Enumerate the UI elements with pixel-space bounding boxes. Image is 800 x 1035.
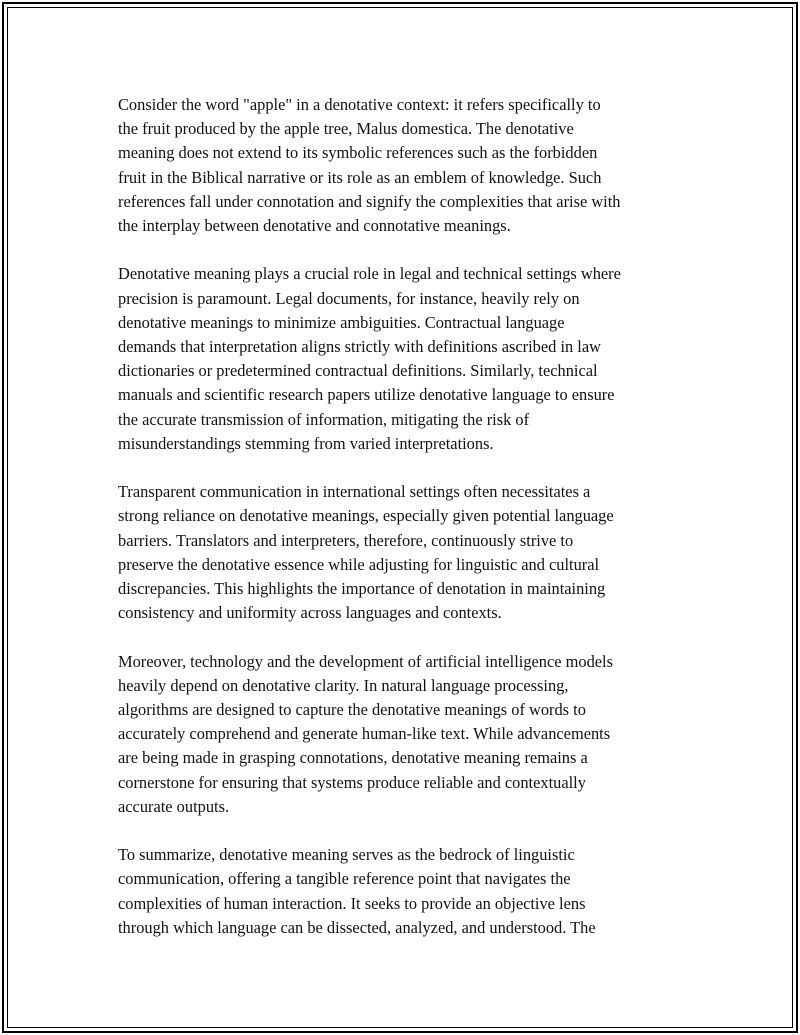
text-line: references fall under connotation and signify the complexities that arise with bbox=[118, 191, 621, 211]
text-line: misunderstandings stemming from varied interpretations. bbox=[118, 433, 494, 453]
document-body bbox=[118, 93, 686, 964]
text-line: strong reliance on denotative meanings, especially given potential language bbox=[118, 506, 614, 526]
text-line: Transparent communication in international settings often necessitates a bbox=[118, 482, 591, 502]
text-line: the interplay between denotative and connotative meanings. bbox=[118, 216, 511, 236]
text-line: precision is paramount. Legal documents, for instance, heavily rely on bbox=[118, 288, 580, 308]
text-line: dictionaries or predetermined contractual definitions. Similarly, technical bbox=[118, 361, 598, 381]
text-line: Denotative meaning plays a crucial role in legal and technical settings where bbox=[118, 264, 621, 284]
paragraph-2 bbox=[118, 262, 686, 456]
text-line: complexities of human interaction. It seeks to provide an objective lens bbox=[118, 893, 586, 913]
text-line: To summarize, denotative meaning serves as the bedrock of linguistic bbox=[118, 845, 575, 865]
paragraph-3 bbox=[118, 480, 686, 625]
text-line: heavily depend on denotative clarity. In natural language processing, bbox=[118, 675, 569, 695]
text-line: discrepancies. This highlights the importance of denotation in maintaining bbox=[118, 579, 606, 599]
text-line: demands that interpretation aligns strictly with definitions ascribed in law bbox=[118, 337, 601, 357]
text-line: denotative meanings to minimize ambiguities. Contractual language bbox=[118, 312, 565, 332]
text-line: Moreover, technology and the development of artificial intelligence models bbox=[118, 651, 613, 671]
text-line: manuals and scientific research papers utilize denotative language to ensure bbox=[118, 385, 615, 405]
paragraph-1 bbox=[118, 93, 686, 238]
text-line: through which language can be dissected, analyzed, and understood. The bbox=[118, 917, 596, 937]
text-line: fruit in the Biblical narrative or its role as an emblem of knowledge. Such bbox=[118, 167, 602, 187]
text-line: communication, offering a tangible reference point that navigates the bbox=[118, 869, 571, 889]
text-line: consistency and uniformity across languages and contexts. bbox=[118, 603, 502, 623]
text-line: meaning does not extend to its symbolic references such as the forbidden bbox=[118, 143, 598, 163]
paragraph-5 bbox=[118, 843, 686, 940]
text-line: are being made in grasping connotations, denotative meaning remains a bbox=[118, 748, 588, 768]
text-line: preserve the denotative essence while adjusting for linguistic and cultural bbox=[118, 554, 600, 574]
text-line: cornerstone for ensuring that systems produce reliable and contextually bbox=[118, 772, 586, 792]
text-line: the fruit produced by the apple tree, Malus domestica. The denotative bbox=[118, 119, 574, 139]
paragraph-4 bbox=[118, 650, 686, 819]
text-line: barriers. Translators and interpreters, therefore, continuously strive to bbox=[118, 530, 574, 550]
text-line: accurately comprehend and generate human-like text. While advancements bbox=[118, 724, 611, 744]
text-line: the accurate transmission of information, mitigating the risk of bbox=[118, 409, 530, 429]
text-line: accurate outputs. bbox=[118, 796, 230, 816]
text-line: Consider the word "apple" in a denotative context: it refers specifically to bbox=[118, 95, 601, 114]
text-line: algorithms are designed to capture the denotative meanings of words to bbox=[118, 700, 586, 720]
